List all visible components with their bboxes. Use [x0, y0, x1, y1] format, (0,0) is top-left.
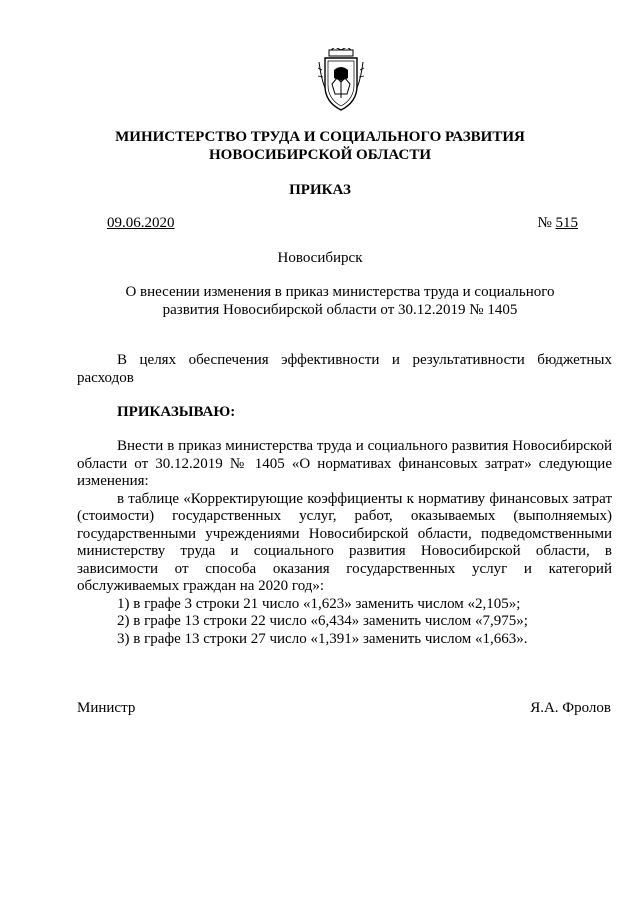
ministry-line-1: МИНИСТЕРСТВО ТРУДА И СОЦИАЛЬНОГО РАЗВИТИЯ [115, 129, 525, 145]
document-type: ПРИКАЗ [289, 182, 351, 198]
subject-heading [110, 283, 570, 319]
subject-line-1: О внесении изменения в приказ министерства труда и социального [125, 284, 555, 300]
change-item-2: 2) в графе 13 строки 22 число «6,434» заменить числом «7,975»; [117, 613, 528, 629]
table-change-paragraph: в таблице «Корректирующие коэффициенты к нормативу финансовых затрат (стоимости) государственных услуг, работ, оказываемых (выполняемых) государственными учреждениями Новосибирской области, подведомственными министерству труда и социального развития Новосибирской области, в зависимости от способа оказания государственных услуг и категорий обслуживаемых граждан на 2020 год»: [77, 490, 612, 594]
change-item-3: 3) в графе 13 строки 27 число «1,391» заменить числом «1,663». [117, 630, 528, 647]
ministry-line-2: НОВОСИБИРСКОЙ ОБЛАСТИ [208, 147, 432, 163]
preamble-paragraph: В целях обеспечения эффективности и результативности бюджетных расходов [77, 352, 612, 386]
signer-title: Министр [77, 700, 136, 716]
number-prefix: № [537, 215, 552, 231]
ministry-name [60, 128, 580, 164]
coat-of-arms-icon [317, 48, 365, 112]
change-item-1: 1) в графе 3 строки 21 число «1,623» заменить числом «2,105»; [117, 595, 521, 612]
subject-line-2: развития Новосибирской области от 30.12.2019 № 1405 [162, 302, 518, 318]
document-date: 09.06.2020 [107, 215, 175, 231]
preamble-block [77, 352, 612, 387]
city: Новосибирск [277, 250, 363, 266]
signer-name: Я.А. Фролов [530, 700, 611, 716]
number-value: 515 [555, 215, 578, 231]
order-word: ПРИКАЗЫВАЮ: [117, 404, 236, 420]
intro-paragraph: Внести в приказ министерства труда и социального развития Новосибирской области от 30.12.2019 № 1405 «О нормативах финансовых затрат» следующие изменения: [77, 438, 612, 489]
order-body [77, 438, 612, 648]
document-number [537, 215, 578, 232]
